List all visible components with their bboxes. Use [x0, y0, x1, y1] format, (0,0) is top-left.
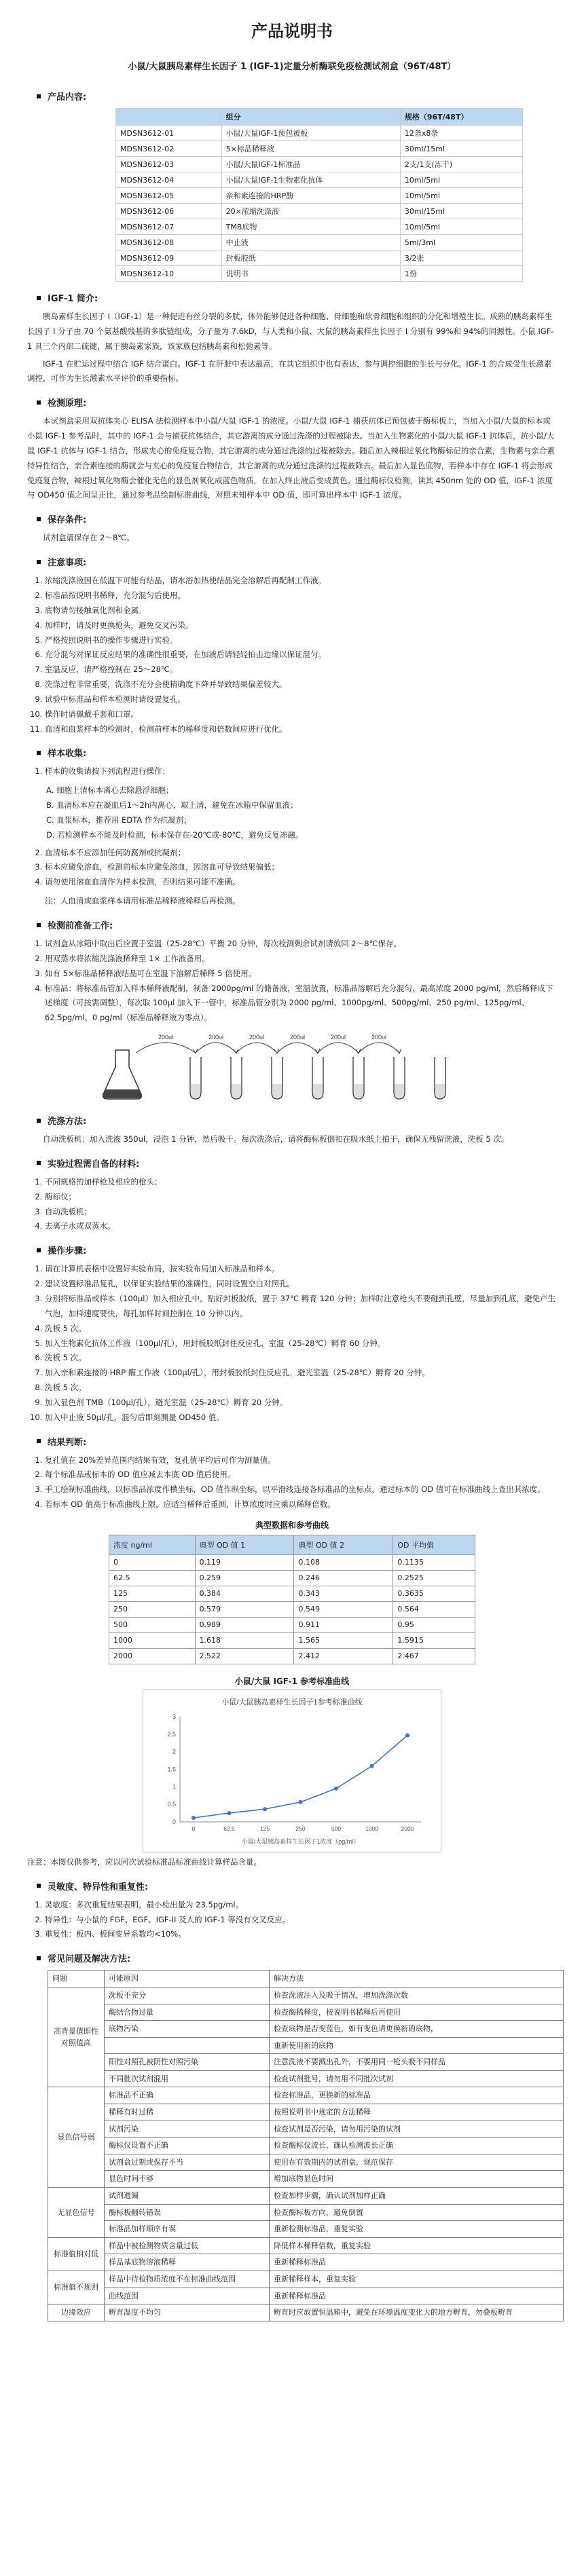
- table-cell: 500: [109, 1617, 196, 1632]
- tube-liquid: [354, 1084, 363, 1098]
- list-item: 1. 试剂盒从冰箱中取出后应置于室温（25-28℃）平衡 20 分钟，每次检测剩余试剂请放回 2～8℃保存。: [45, 937, 557, 952]
- results-list: [27, 1453, 557, 1512]
- table-cell: MDSN3612-03: [116, 157, 222, 172]
- table-cell: 检查加样步骤，确认试剂加样正确: [270, 2188, 564, 2205]
- section-samples-heading: 样本收集:: [37, 746, 557, 759]
- list-item: 2. 用双蒸水将浓缩洗涤液稀释至 1× 工作液备用。: [45, 952, 557, 967]
- table-cell: 检查底物是否变蓝色，如有变色请更换新的底物，: [270, 2021, 564, 2038]
- problem-cell: 标准值不规则: [48, 2271, 105, 2304]
- list-item: 4. 去离子水或双蒸水。: [45, 1219, 557, 1234]
- y-tick-label: 2.5: [167, 1730, 176, 1738]
- samples-sub-list: [27, 783, 557, 842]
- table-row: [48, 2204, 564, 2221]
- list-item: 3. 标本应避免溶血，检测前标本应避免溶血，因溶血可导致结果偏低；: [45, 860, 557, 875]
- table-cell: MDSN3612-04: [116, 172, 222, 188]
- table-cell: 标准品不正确: [105, 2087, 270, 2104]
- list-item: A. 细胞上清标本离心去除悬浮细胞；: [46, 785, 174, 796]
- table-cell: 小鼠/大鼠IGF-1预包被板: [221, 126, 400, 141]
- bullet-icon: [37, 1248, 41, 1252]
- flask-liquid: [103, 1089, 141, 1098]
- list-item: D. 若检测样本不能及时检测，标本保存在-20℃或-80℃，避免反复冻融。: [46, 829, 304, 840]
- transfer-volume-label: 200ul: [249, 1034, 265, 1041]
- list-item: 4. 洗板 5 次。: [45, 1322, 557, 1337]
- table-cell: MDSN3612-08: [116, 235, 222, 250]
- table-cell: 检查洗液注入及吸干情况，增加洗涤次数: [270, 1987, 564, 2004]
- table-cell: 小鼠/大鼠IGF-1生物素化抗体: [221, 172, 400, 188]
- samples-list: [27, 764, 557, 779]
- list-item: 5. 加入生物素化抗体工作液（100μl/孔），用封板胶纸封住反应孔，室温（25-28℃）孵育 60 分钟。: [45, 1337, 557, 1351]
- table-cell: 0.989: [195, 1617, 294, 1632]
- table-cell: 检查标准品，更换新的标准品: [270, 2087, 564, 2104]
- table-cell: TMB底物: [221, 219, 400, 235]
- table-cell: 2.412: [294, 1648, 393, 1664]
- table-row: [48, 2304, 564, 2321]
- page-title: 产品说明书: [251, 22, 333, 41]
- table-row: [116, 126, 523, 141]
- problem-cell: 显色信号弱: [48, 2087, 105, 2188]
- x-axis-label: 小鼠/大鼠胰岛素样生长因子1浓度（pg/ml）: [241, 1837, 360, 1845]
- table-cell: MDSN3612-09: [116, 250, 222, 266]
- table-cell: 0.259: [195, 1570, 294, 1586]
- list-item: 1. 不同规格的加样枪及相应的枪头；: [45, 1175, 557, 1190]
- table-cell: 样品中被检测物质含量过低: [105, 2237, 270, 2254]
- table-row: [48, 2288, 564, 2304]
- table-cell: 显色时间不够: [105, 2171, 270, 2188]
- table-cell: 1000: [109, 1632, 196, 1648]
- table-cell: 注意洗液不要溅出孔外，不要用同一枪头吸不同样品: [270, 2054, 564, 2071]
- table-header-cell: 可能原因: [105, 1971, 270, 1987]
- bullet-icon: [37, 1119, 41, 1123]
- data-point: [405, 1733, 409, 1737]
- list-item: 3. 如有 5×标准品稀释液结晶可在室温下溶解后稀释 5 倍使用。: [45, 967, 557, 982]
- table-cell: 0: [109, 1554, 196, 1570]
- bullet-icon: [37, 560, 41, 564]
- list-item: 3. 手工绘制标准曲线，以标准品浓度作横坐标，OD 值作纵坐标，以平滑线连接各标准品的坐标点，通过标本的 OD 值可在标准曲线上查出其浓度。: [45, 1482, 557, 1497]
- list-item: 2. 酶标仪；: [45, 1190, 557, 1205]
- table-cell: 稀释有时过稀: [105, 2104, 270, 2121]
- table-header-cell: 典型 OD 值 2: [294, 1535, 393, 1554]
- data-point: [191, 1816, 196, 1820]
- samples-note: 注：人血清或血浆样本请用标准品稀释液稀释后再检测。: [45, 896, 240, 906]
- transfer-arrow: [196, 1043, 236, 1053]
- list-item: 1. 复孔值在 20%差异范围内结果有效，复孔值平均后可作为测量值。: [45, 1453, 557, 1468]
- section-wash-heading: 洗涤方法:: [37, 1114, 557, 1127]
- table-cell: 0.3635: [393, 1586, 475, 1601]
- table-cell: 3/2张: [400, 250, 522, 266]
- data-point: [334, 1787, 338, 1791]
- table-row: [48, 2021, 564, 2038]
- table-cell: MDSN3612-05: [116, 188, 222, 204]
- table-cell: MDSN3612-01: [116, 126, 222, 141]
- list-item: 3. 重复性：板内、板间变异系数均<10%。: [45, 1927, 557, 1942]
- y-tick-label: 2: [172, 1748, 176, 1755]
- list-item: 4. 请勿使用溶血血清作为样本检测，否则结果可能不准确。: [45, 875, 557, 890]
- table-cell: 0.384: [195, 1586, 294, 1601]
- table-cell: MDSN3612-10: [116, 266, 222, 282]
- bullet-icon: [37, 400, 41, 405]
- prep-list: [27, 937, 557, 1026]
- wash-text: 自动洗板机：加入洗液 350ul，浸泡 1 分钟，然后吸干。每次洗涤后，请将酶标板倒扣在吸水纸上拍干，确保无残留洗液，洗板 5 次。: [43, 1134, 509, 1144]
- reference-table-title: 典型数据和参考曲线: [255, 1520, 329, 1530]
- table-cell: 孵育温度不均匀: [105, 2304, 270, 2321]
- kit-contents-table: [115, 108, 523, 282]
- table-cell: 试剂盒过期或保存不当: [105, 2154, 270, 2171]
- table-cell: 1.618: [195, 1632, 294, 1648]
- table-cell: 标准品加样顺序有误: [105, 2221, 270, 2238]
- table-cell: 0.2525: [393, 1570, 475, 1586]
- bullet-icon: [37, 1439, 41, 1443]
- tube-liquid: [232, 1084, 241, 1098]
- table-cell: 1.5915: [393, 1632, 475, 1648]
- list-item: 8. 洗板 5 次。: [45, 1381, 557, 1396]
- table-cell: 重新检测标准品，重复实验: [270, 2221, 564, 2238]
- table-cell: 样品基底物溶液稀释: [105, 2254, 270, 2271]
- tube-liquid: [191, 1084, 200, 1098]
- bullet-icon: [37, 923, 41, 927]
- section-perf-heading: 灵敏度、特异性和重复性:: [37, 1880, 557, 1892]
- section-extra-heading: 实验过程需自备的材料:: [37, 1157, 557, 1170]
- table-cell: 2.467: [393, 1648, 475, 1664]
- table-cell: 样品中待检物质浓度不在标准曲线范围: [105, 2271, 270, 2288]
- table-cell: 30ml/15ml: [400, 204, 522, 219]
- table-row: [48, 2087, 564, 2104]
- table-header-cell: 典型 OD 值 1: [195, 1535, 294, 1554]
- section-prep-heading: 检测前准备工作:: [37, 918, 557, 931]
- table-cell: 0.911: [294, 1617, 393, 1632]
- table-row: [48, 2154, 564, 2171]
- table-cell: 封板胶纸: [221, 250, 400, 266]
- y-tick-label: 1: [172, 1783, 176, 1791]
- table-header-cell: 问题: [48, 1971, 105, 1987]
- table-cell: MDSN3612-02: [116, 141, 222, 157]
- list-item: 1. 样本的收集请按下列流程进行操作：: [45, 764, 557, 779]
- table-row: [116, 157, 523, 172]
- table-cell: 1份: [400, 266, 522, 282]
- bullet-icon: [37, 94, 41, 98]
- table-cell: 0.95: [393, 1617, 475, 1632]
- standard-curve-svg: [143, 1690, 441, 1852]
- bullet-icon: [37, 1161, 41, 1165]
- section-steps-heading: 操作步骤:: [37, 1244, 557, 1256]
- table-row: [109, 1554, 475, 1570]
- transfer-volume-label: 200ul: [208, 1034, 224, 1041]
- list-item: 10. 加入中止液 50μl/孔，混匀后即刻测量 OD450 值。: [45, 1411, 557, 1425]
- table-row: [109, 1586, 475, 1601]
- list-item: 10. 操作时请佩戴手套和口罩。: [45, 707, 557, 722]
- transfer-volume-label: 200ul: [330, 1034, 346, 1041]
- section-results-heading: 结果判断:: [37, 1435, 557, 1448]
- table-cell: 增加底物显色时间: [270, 2171, 564, 2188]
- chart-heading: 小鼠/大鼠 IGF-1 参考标准曲线: [234, 1676, 350, 1686]
- table-cell: 30ml/15ml: [400, 141, 522, 157]
- table-row: [48, 2188, 564, 2205]
- reference-data-table: [109, 1535, 475, 1664]
- data-point: [370, 1764, 374, 1768]
- table-cell: 亲和素连接的HRP酶: [221, 188, 400, 204]
- table-row: [109, 1632, 475, 1648]
- table-cell: 检查酶标板方向，避免倒置: [270, 2204, 564, 2221]
- steps-list: [27, 1262, 557, 1425]
- table-cell: 底物污染: [105, 2021, 270, 2038]
- table-row: [48, 1987, 564, 2004]
- transfer-arrow: [359, 1043, 399, 1053]
- table-cell: 不同批次试剂混用: [105, 2070, 270, 2087]
- table-row: [109, 1601, 475, 1617]
- bullet-icon: [37, 1956, 41, 1960]
- list-item: 2. 标准品按说明书稀释，充分混匀后使用。: [45, 589, 557, 603]
- section-contents-heading: 产品内容:: [37, 90, 557, 102]
- table-row: [116, 141, 523, 157]
- table-cell: 0.246: [294, 1570, 393, 1586]
- transfer-volume-label: 200ul: [289, 1034, 306, 1041]
- table-cell: 0.579: [195, 1601, 294, 1617]
- table-row: [116, 188, 523, 204]
- table-cell: [105, 2037, 270, 2054]
- x-tick-label: 62.5: [223, 1825, 235, 1832]
- list-item: 1. 灵敏度：多次重复结果表明，最小检出量为 23.5pg/ml。: [45, 1898, 557, 1913]
- table-cell: 2支/1支(冻干): [400, 157, 522, 172]
- serial-dilution-figure: [88, 1030, 496, 1104]
- list-item: 2. 每个标准品或标本的 OD 值应减去本底 OD 值后使用。: [45, 1468, 557, 1482]
- list-item: 8. 洗涤过程非常重要，洗涤不充分会使精确度下降并导致结果偏差较大。: [45, 677, 557, 692]
- table-row: [48, 2054, 564, 2071]
- table-cell: 小鼠/大鼠IGF-1标准品: [221, 157, 400, 172]
- intro-paragraph-1: 胰岛素样生长因子 I（IGF-1）是一种促进有丝分裂的多肽，体外能够促进各种细胞、骨细胞和软骨细胞和组织的分化和增殖生长。成熟的胰岛素样生长因子 I 分子由 70 个氨基酸残基的多肽链组成，分子量为 7.6kD，与人类和小鼠、大鼠的胰岛素样生长因子 I 分别有 99%和 94%的同源性。小鼠 IGF-1 具三个内部二硫键，属于胰岛素家族，该家族包括胰岛素和松弛素等。: [27, 312, 554, 351]
- tube-liquid: [395, 1084, 404, 1098]
- y-tick-label: 1.5: [167, 1766, 176, 1773]
- list-item: B. 血清标本应在凝血后1～2h内离心，取上清，避免在冰箱中保留血液；: [46, 800, 298, 810]
- data-point: [263, 1807, 267, 1811]
- table-row: [116, 172, 523, 188]
- y-tick-label: 0.5: [167, 1801, 176, 1808]
- section-intro-heading: IGF-1 简介:: [37, 291, 557, 304]
- table-cell: 20×浓缩洗涤液: [221, 204, 400, 219]
- table-cell: 125: [109, 1586, 196, 1601]
- table-cell: 检查试剂是否污染，请勿用污染的试剂: [270, 2121, 564, 2138]
- standard-curve-chart: [27, 1690, 557, 1852]
- table-cell: 10ml/5ml: [400, 188, 522, 204]
- bullet-icon: [37, 1884, 41, 1888]
- table-cell: 0.343: [294, 1586, 393, 1601]
- table-cell: 试剂污染: [105, 2121, 270, 2138]
- y-tick-label: 3: [172, 1713, 176, 1720]
- table-cell: 酶结合物过量: [105, 2004, 270, 2021]
- table-row: [116, 219, 523, 235]
- table-row: [48, 2004, 564, 2021]
- samples-list-2: [27, 846, 557, 891]
- perf-list: [27, 1898, 557, 1943]
- cautions-list: [27, 574, 557, 736]
- list-item: 4. 标准品：将标准品管加入样本稀释液配制，制备 2000pg/ml 的储备液，室温放置，标准品溶解后充分混匀，最高浓度 2000 pg/ml，然后稀释成下述梯度（可按需调整），每次取 100μl 加入下一管中，标准品管分别为 2000 pg/ml、1000pg/ml、500pg/ml、250 pg/ml、125pg/ml、62.5pg/ml、0 pg/ml（标准品稀释液为零点）。: [45, 982, 557, 1026]
- chart-frame: [143, 1690, 441, 1852]
- list-item: 2. 建议设置标准品复孔，以保证实验结果的准确性，同时设置空白对照孔。: [45, 1277, 557, 1292]
- table-cell: 降低样本稀释倍数，重复实验: [270, 2237, 564, 2254]
- transfer-arrow: [136, 1043, 196, 1053]
- table-cell: 中止液: [221, 235, 400, 250]
- table-cell: 重新稀释标准品: [270, 2288, 564, 2304]
- table-row: [109, 1648, 475, 1664]
- table-cell: 5ml/3ml: [400, 235, 522, 250]
- transfer-arrow: [277, 1043, 318, 1053]
- x-tick-label: 500: [331, 1825, 342, 1832]
- table-cell: 2.522: [195, 1648, 294, 1664]
- troubleshooting-table: [48, 1970, 564, 2321]
- table-row: [109, 1570, 475, 1586]
- table-header-cell: 浓度 ng/ml: [109, 1535, 196, 1554]
- table-cell: MDSN3612-06: [116, 204, 222, 219]
- bullet-icon: [37, 751, 41, 755]
- y-tick-label: 0: [172, 1818, 176, 1825]
- section-principle-heading: 检测原理:: [37, 396, 557, 409]
- table-row: [48, 2037, 564, 2054]
- table-row: [116, 204, 523, 219]
- table-header-cell: 规格（96T/48T）: [400, 109, 522, 126]
- extra-list: [27, 1175, 557, 1234]
- table-cell: 试剂遗漏: [105, 2188, 270, 2205]
- list-item: 11. 血清和血浆样本的检测时，检测前样本的稀释度和倍数间应进行优化。: [45, 722, 557, 737]
- table-row: [48, 2171, 564, 2188]
- section-troubleshoot-heading: 常见问题及解决方法:: [37, 1952, 557, 1964]
- table-row: [48, 2070, 564, 2087]
- list-item: 3. 分别将标准品或样本（100μl）加入相应孔中，贴好封板胶纸，置于 37℃ 孵育 120 分钟；加样时注意枪头不要碰到孔壁，尽量加到孔底，避免产生气泡，加样速度要快，每孔加样时间控制在 10 分钟以内。: [45, 1292, 557, 1322]
- table-cell: 2000: [109, 1648, 196, 1664]
- chart-title: 小鼠/大鼠胰岛素样生长因子1参考标准曲线: [221, 1698, 363, 1706]
- table-cell: 检查酶标仪波长，确认检测波长正确: [270, 2138, 564, 2154]
- table-cell: 0.119: [195, 1554, 294, 1570]
- table-cell: 按照说明书中规定的方法稀释: [270, 2104, 564, 2121]
- problem-cell: 无显色信号: [48, 2188, 105, 2238]
- table-cell: 检查酶稀释度，按说明书稀释后再使用: [270, 2004, 564, 2021]
- list-item: 1. 浓缩洗涤液因在低温下可能有结晶，请水浴加热使结晶完全溶解后再配制工作液。: [45, 574, 557, 589]
- bullet-icon: [37, 517, 41, 521]
- list-item: 7. 室温反应，请严格控制在 25～28℃。: [45, 662, 557, 677]
- list-item: 9. 加入显色剂 TMB（100μl/孔），避光室温（25-28℃）孵育 20 分钟。: [45, 1396, 557, 1411]
- list-item: 2. 血清标本不应添加任何防腐剂或抗凝剂；: [45, 846, 557, 861]
- table-row: [48, 2221, 564, 2238]
- table-row: [116, 266, 523, 282]
- table-row: [116, 235, 523, 250]
- list-item: 5. 严格按照说明书的操作步骤进行实验。: [45, 633, 557, 648]
- transfer-volume-label: 200ul: [371, 1034, 387, 1041]
- table-cell: 重新稀释样本，重复实验: [270, 2271, 564, 2288]
- x-tick-label: 0: [191, 1825, 196, 1832]
- intro-paragraph-2: IGF-1 在贮运过程中结合 IGF 结合蛋白。IGF-1 在肝脏中表达最高，在其它组织中也有表达，参与调控细胞的生长与分化。IGF-1 的合成受生长激素调控，可作为生长激素水平评价的重要指标。: [27, 358, 552, 384]
- table-cell: 曲线范围: [105, 2288, 270, 2304]
- table-row: [48, 2104, 564, 2121]
- tube-liquid: [313, 1084, 323, 1098]
- x-tick-label: 125: [259, 1825, 270, 1832]
- x-tick-label: 2000: [401, 1825, 414, 1832]
- table-cell: 孵育时应放置恒温箱中，避免在环境温度变化大的地方孵育，勿叠板孵育: [270, 2304, 564, 2321]
- table-cell: 12条x8条: [400, 126, 522, 141]
- principle-paragraph: 本试剂盒采用双抗体夹心 ELISA 法检测样本中小鼠/大鼠 IGF-1 的浓度。小鼠/大鼠 IGF-1 捕获抗体已预包被于酶标板上，当加入小鼠/大鼠的标本或小鼠 IGF-1 参考品时，其中的 IGF-1 会与捕获抗体结合，其它游离的成分通过洗涤的过程被除去。当加入生物素化的小鼠/大鼠 IGF-1 抗体后，抗小鼠/大鼠 IGF-1 抗体与 IGF-1 结合，形成夹心的免疫复合物，其它游离的成分通过洗涤的过程被除去。随后加入辣根过氧化物酶标记的亲合素，生物素与亲合素特异性结合，亲合素连接的酶就会与夹心的免疫复合物结合，其它游离的成分通过洗涤的过程被除去。最后加入显色底物，若样本中存在 IGF-1 将会形成免疫复合物，辣根过氧化物酶会催化无色的显色剂氧化成蓝色物质，在加入终止液后变成黄色。通过酶标仪检测，读其 450nm 处的 OD 值，IGF-1 浓度与 OD450 值之间呈正比，通过参考品绘制标准曲线，对照未知样本中 OD 值，即可算出样本中 IGF-1 浓度。: [27, 416, 555, 500]
- section-storage-heading: 保存条件:: [37, 512, 557, 525]
- table-header-cell: 解决方法: [270, 1971, 564, 1987]
- transfer-arrow: [318, 1043, 359, 1053]
- table-row: [48, 2121, 564, 2138]
- list-item: 9. 试验中标准品和样本检测时请设置复孔。: [45, 692, 557, 707]
- bullet-icon: [37, 296, 41, 300]
- data-point: [227, 1811, 232, 1815]
- table-cell: 1.565: [294, 1632, 393, 1648]
- data-point: [299, 1800, 303, 1804]
- list-item: 1. 请在计算机表格中设置好实验布局，按实验布局加入标准品和样本。: [45, 1262, 557, 1277]
- table-row: [48, 2254, 564, 2271]
- chart-note: 注意：本图仅供参考，应以同次试验标准品标准曲线计算样品含量。: [27, 1856, 261, 1867]
- list-item: 6. 洗板 5 次。: [45, 1351, 557, 1366]
- table-row: [48, 2138, 564, 2154]
- list-item: 2. 特异性：与小鼠的 FGF、EGF、IGF-II 及人的 IGF-1 等没有交叉反应。: [45, 1913, 557, 1928]
- table-row: [48, 2271, 564, 2288]
- list-item: 3. 自动洗板机；: [45, 1205, 557, 1220]
- x-tick-label: 1000: [365, 1825, 378, 1832]
- table-cell: 10ml/5ml: [400, 219, 522, 235]
- table-cell: 5×标品稀释液: [221, 141, 400, 157]
- table-cell: 10ml/5ml: [400, 172, 522, 188]
- table-cell: 0.564: [393, 1601, 475, 1617]
- table-cell: 62.5: [109, 1570, 196, 1586]
- table-cell: 0.1135: [393, 1554, 475, 1570]
- transfer-volume-label: 200ul: [158, 1034, 174, 1041]
- table-cell: 酶标仪设置不正确: [105, 2138, 270, 2154]
- list-item: C. 血浆标本，推荐用 EDTA 作为抗凝剂；: [46, 815, 191, 825]
- table-cell: 重新稀释标准品: [270, 2254, 564, 2271]
- list-item: 7. 加入亲和素连接的 HRP 酶工作液（100μl/孔），用封板胶纸封住反应孔，避光室温（25-28℃）孵育 20 分钟。: [45, 1366, 557, 1381]
- tube-liquid: [435, 1084, 445, 1098]
- problem-cell: 边缘效应: [48, 2304, 105, 2321]
- table-row: [109, 1617, 475, 1632]
- table-cell: 洗板不充分: [105, 1987, 270, 2004]
- x-tick-label: 250: [295, 1825, 306, 1832]
- dilution-diagram: [27, 1030, 557, 1104]
- problem-cell: 高背景值即性对照值高: [48, 1987, 105, 2087]
- table-header-cell: [116, 109, 222, 126]
- table-row: [116, 250, 523, 266]
- table-cell: 阳性对照孔被阴性对照污染: [105, 2054, 270, 2071]
- table-cell: 酶标板翻转错误: [105, 2204, 270, 2221]
- table-cell: 检查试剂批号，请勿用不同批次试剂: [270, 2070, 564, 2087]
- storage-text: 试剂盒请保存在 2～8℃。: [43, 533, 134, 543]
- section-cautions-heading: 注意事项:: [37, 555, 557, 568]
- transfer-arrow: [236, 1043, 277, 1053]
- table-header-cell: OD 平均值: [393, 1535, 475, 1554]
- table-cell: MDSN3612-07: [116, 219, 222, 235]
- table-cell: 250: [109, 1601, 196, 1617]
- table-cell: 0.549: [294, 1601, 393, 1617]
- list-item: 3. 底物请勿接触氧化剂和金属。: [45, 603, 557, 618]
- tube-liquid: [272, 1084, 282, 1098]
- list-item: 6. 充分混匀对保证反应结果的准确性很重要，在加液后请轻轻拍击边缘以保证混匀。: [45, 648, 557, 662]
- list-item: 4. 若标本 OD 值高于标准曲线上限，应适当稀释后重测，计算浓度时应乘以稀释倍数。: [45, 1497, 557, 1512]
- page-subtitle: 小鼠/大鼠胰岛素样生长因子 1 (IGF-1)定量分析酶联免疫检测试剂盒（96T/48T）: [128, 62, 456, 72]
- table-cell: 重新使用新的底物: [270, 2037, 564, 2054]
- table-row: [48, 2237, 564, 2254]
- problem-cell: 标准值相对低: [48, 2237, 105, 2271]
- table-cell: 说明书: [221, 266, 400, 282]
- table-cell: 0.108: [294, 1554, 393, 1570]
- table-cell: 使用在有效期内的试剂盒，规范保存: [270, 2154, 564, 2171]
- table-header-cell: 组分: [221, 109, 400, 126]
- list-item: 4. 加样时，请及时更换枪头，避免交叉污染。: [45, 618, 557, 633]
